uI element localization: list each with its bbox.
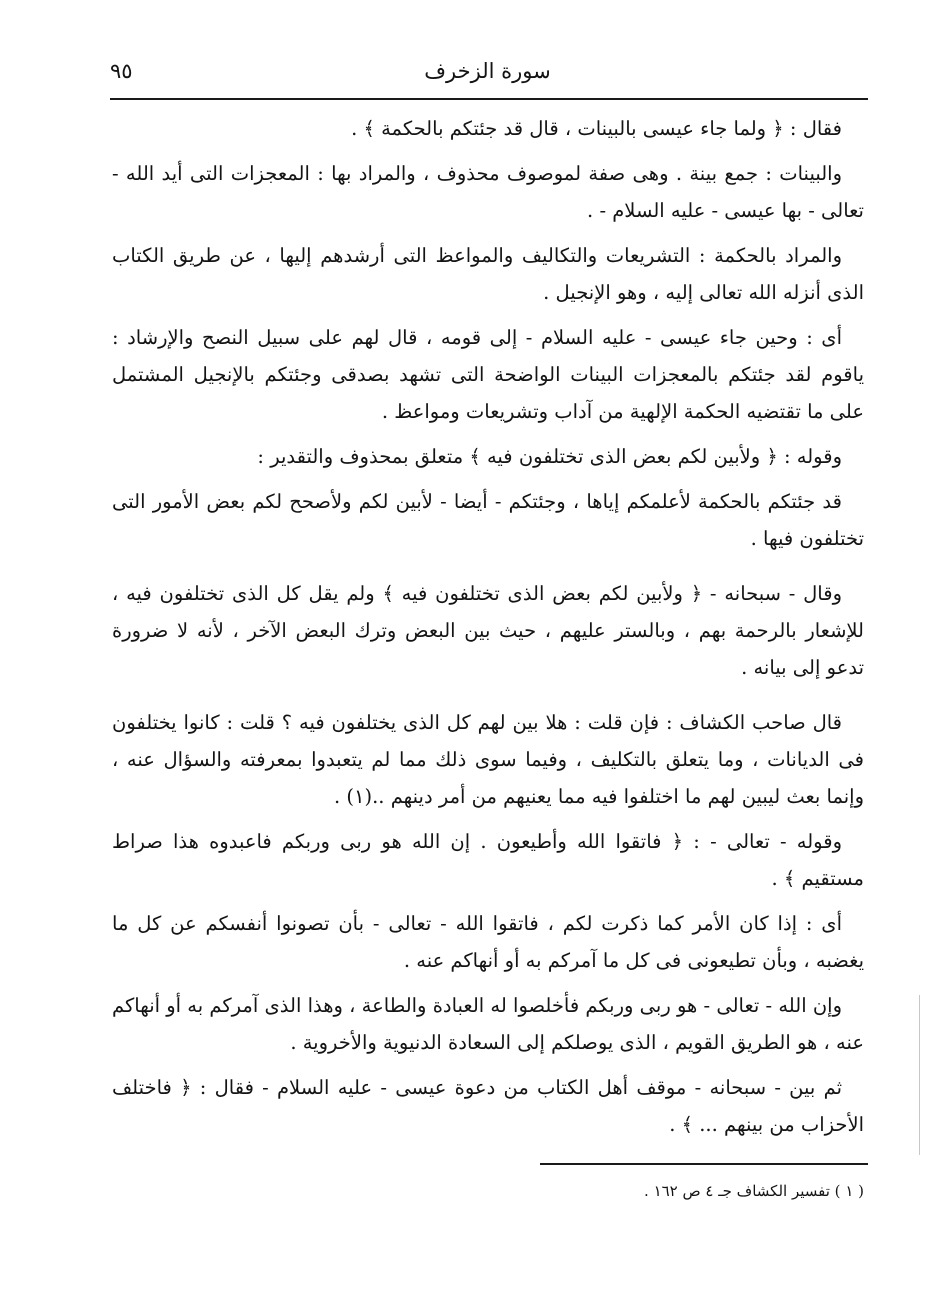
body-text [112,110,864,1151]
paragraph: وقوله : ﴿ ولأبين لكم بعض الذى تختلفون فيه ﴾ متعلق بمحذوف والتقدير : [257,445,842,468]
paragraph: والمراد بالحكمة : التشريعات والتكاليف والمواعظ التى أرشدهم إليها ، عن طريق الكتاب الذى أنزله الله تعالى إليه ، وهو الإنجيل . [112,244,864,304]
paragraph: وقوله - تعالى - : ﴿ فاتقوا الله وأطيعون . إن الله هو ربى وربكم فاعبدوه هذا صراط مستقيم ﴾ . [112,830,864,890]
paragraph: فقال : ﴿ ولما جاء عيسى بالبينات ، قال قد جئتكم بالحكمة ﴾ . [351,117,842,140]
paragraph: وقال - سبحانه - ﴿ ولأبين لكم بعض الذى تختلفون فيه ﴾ ولم يقل كل الذى تختلفون فيه ، للإشعار بالرحمة بهم ، وبالستر عليهم ، حيث بين البعض وترك البعض الآخر ، لأنه لا ضرورة تدعو إلى بيانه . [112,582,864,679]
footnote-divider [540,1163,868,1165]
paragraph: قد جئتكم بالحكمة لأعلمكم إياها ، وجئتكم - أيضا - لأبين لكم ولأصحح لكم بعض الأمور التى تختلفون فيها . [112,490,864,550]
paragraph: أى : إذا كان الأمر كما ذكرت لكم ، فاتقوا الله - تعالى - بأن تصونوا أنفسكم عن كل ما يغضبه ، وبأن تطيعونى فى كل ما آمركم به أو أنهاكم عنه . [112,912,864,972]
surah-title: سورة الزخرف [424,59,551,83]
header-divider [110,98,868,100]
paragraph: أى : وحين جاء عيسى - عليه السلام - إلى قومه ، قال لهم على سبيل النصح والإرشاد : ياقوم لقد جئتكم بالمعجزات البينات الواضحة التى تشهد بصدقى وجئتكم بالإنجيل المشتمل على ما تقتضيه الحكمة الإلهية من آداب وتشريعات ومواعظ . [112,326,864,423]
paragraph: ثم بين - سبحانه - موقف أهل الكتاب من دعوة عيسى - عليه السلام - فقال : ﴿ فاختلف الأحزاب من بينهم ... ﴾ . [112,1076,864,1136]
paragraph: قال صاحب الكشاف : فإن قلت : هلا بين لهم كل الذى يختلفون فيه ؟ قلت : كانوا يختلفون فى الديانات ، وما يتعلق بالتكليف ، وفيما سوى ذلك مما لم يتعبدوا بمعرفته والسؤال عنه ، وإنما بعث ليبين لهم ما اختلفوا فيه مما يعنيهم من أمر دينهم ..(١) . [112,711,864,808]
paragraph: والبينات : جمع بينة . وهى صفة لموصوف محذوف ، والمراد بها : المعجزات التى أيد الله - تعالى - بها عيسى - عليه السلام - . [112,162,864,222]
scan-edge-line [919,995,920,1155]
footnote: ( ١ ) تفسير الكشاف جـ ٤ ص ١٦٢ . [644,1182,864,1200]
running-header [110,55,865,95]
page-number: ٩٥ [110,59,133,83]
paragraph: وإن الله - تعالى - هو ربى وربكم فأخلصوا له العبادة والطاعة ، وهذا الذى آمركم به أو أنهاكم عنه ، هو الطريق القويم ، الذى يوصلكم إلى السعادة الدنيوية والأخروية . [112,994,864,1054]
